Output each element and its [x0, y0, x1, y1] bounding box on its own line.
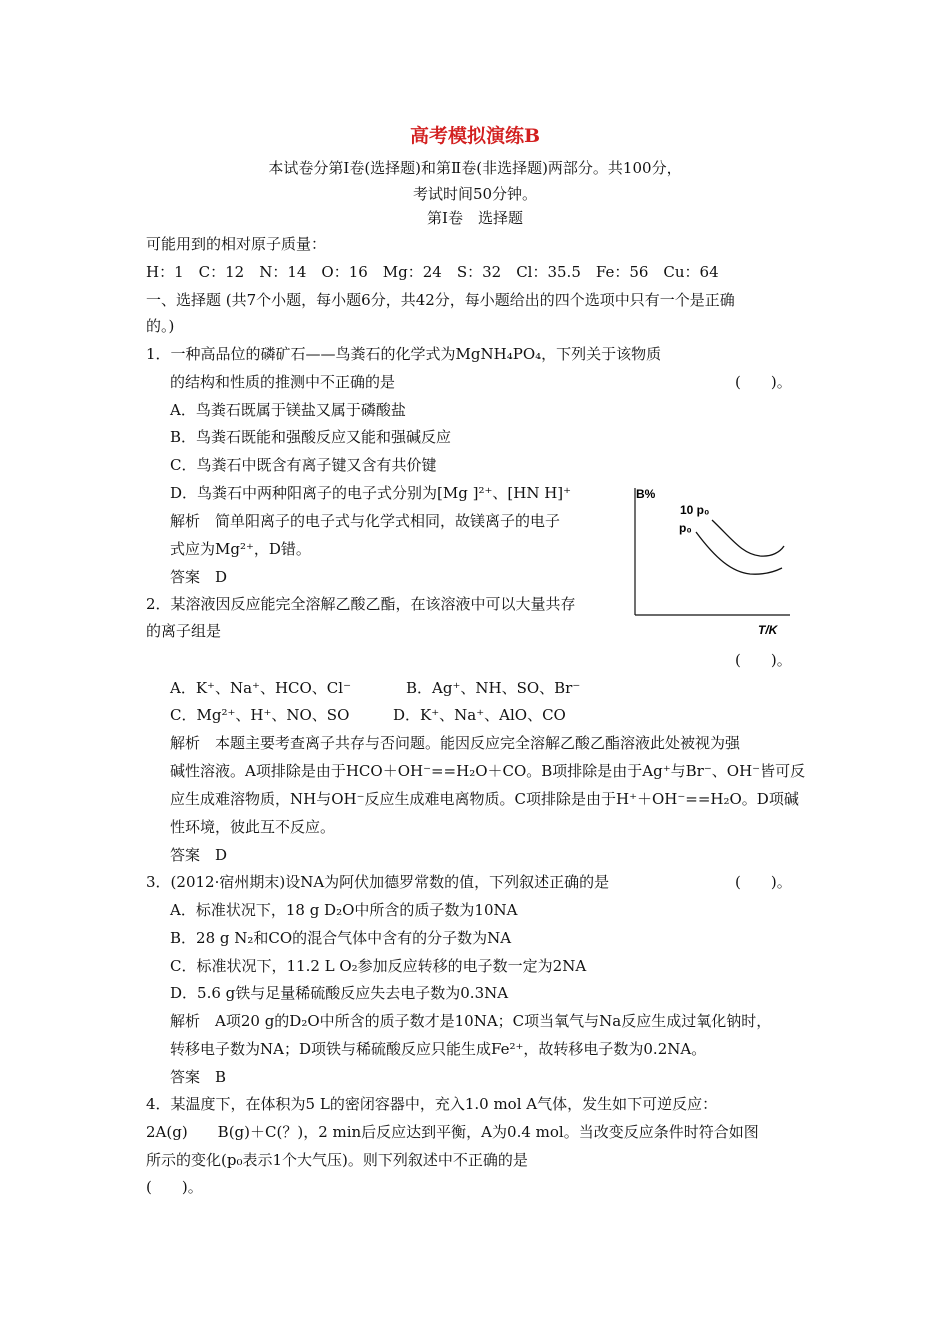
q2-analysis-cont-1: 碱性溶液。A项排除是由于HCO＋OH⁻==H₂O＋CO。B项排除是由于Ag⁺与Br⁻、OH⁻皆可反 [170, 762, 806, 780]
part1-heading: 一、选择题 (共7个小题，每小题6分，共42分，每小题给出的四个选项中只有一个是正确 [146, 291, 735, 309]
q1-option-a: A．鸟粪石既属于镁盐又属于磷酸盐 [170, 401, 406, 419]
q1-stem: 1．一种高品位的磷矿石——鸟粪石的化学式为MgNH₄PO₄，下列关于该物质 [146, 345, 662, 363]
q1-option-b: B．鸟粪石既能和强酸反应又能和强碱反应 [170, 428, 452, 446]
curve-p0 [696, 532, 782, 574]
q1-stem-cont: 的结构和性质的推测中不正确的是 [170, 373, 396, 391]
q2-option-a: A．K⁺、Na⁺、HCO、Cl⁻ [170, 679, 351, 697]
q3-analysis: 解析 A项20 g的D₂O中所含的质子数才是10NA；C项当氧气与Na反应生成过氧化钠时， [170, 1012, 772, 1030]
q2-answer-paren: ( )。 [735, 651, 792, 669]
q1-analysis: 解析 简单阳离子的电子式与化学式相同，故镁离子的电子 [170, 512, 561, 530]
q1-answer-paren: ( )。 [735, 373, 792, 391]
atomic-mass-label: 可能用到的相对原子质量： [146, 235, 327, 253]
q4-stem: 4．某温度下，在体积为5 L的密闭容器中，充入1.0 mol A气体，发生如下可逆反应： [146, 1095, 718, 1113]
q4-stem-cont-2: 所示的变化(p₀表示1个大气压)。则下列叙述中不正确的是 [146, 1151, 528, 1169]
page-title: 高考模拟演练B [409, 125, 541, 147]
q3-option-a: A．标准状况下，18 g D₂O中所含的质子数为10NA [170, 901, 518, 919]
curve-p0-label: p₀ [679, 521, 692, 535]
q2-answer: 答案 D [170, 846, 228, 864]
q2-analysis-cont-2: 应生成难溶物质，NH与OH⁻反应生成难电离物质。C项排除是由于H⁺＋OH⁻==H₂O。D项碱 [170, 790, 799, 808]
q1-option-d: D．鸟粪石中两种阳离子的电子式分别为[Mg ]²⁺、[HN H]⁺ [170, 484, 572, 502]
curve-10p0-label: 10 p₀ [680, 503, 710, 517]
b-percent-temperature-graph [632, 484, 792, 640]
q4-answer-paren: ( )。 [146, 1178, 203, 1196]
intro-line-2: 考试时间50分钟。 [412, 185, 538, 203]
x-axis-label: T/K [758, 623, 778, 637]
section-title: 第Ⅰ卷 选择题 [427, 209, 523, 227]
q2-option-b: B．Ag⁺、NH、SO、Br⁻ [406, 679, 581, 697]
atomic-masses: H：1 C：12 N：14 O：16 Mg：24 S：32 Cl：35.5 Fe：56 Cu：64 [146, 263, 719, 281]
q1-analysis-cont: 式应为Mg²⁺，D错。 [170, 540, 311, 558]
curve-10p0 [712, 520, 784, 556]
q3-option-d: D．5.6 g铁与足量稀硫酸反应失去电子数为0.3NA [170, 984, 509, 1002]
y-axis-label: B% [636, 487, 656, 501]
part1-heading-cont: 的。) [146, 317, 175, 335]
q4-stem-cont-1: 2A(g) B(g)＋C(？)，2 min后反应达到平衡，A为0.4 mol。当改变反应条件时符合如图 [146, 1123, 759, 1141]
q2-option-c: C．Mg²⁺、H⁺、NO、SO [170, 706, 350, 724]
q3-option-b: B．28 g N₂和CO的混合气体中含有的分子数为NA [170, 929, 512, 947]
q3-option-c: C．标准状况下，11.2 L O₂参加反应转移的电子数一定为2NA [170, 957, 587, 975]
q3-answer: 答案 B [170, 1068, 227, 1086]
q3-stem: 3．(2012·宿州期末)设NA为阿伏加德罗常数的值，下列叙述正确的是 [146, 873, 610, 891]
q2-stem-cont: 的离子组是 [146, 622, 222, 640]
q2-analysis-cont-3: 性环境，彼此互不反应。 [170, 818, 336, 836]
q3-analysis-cont: 转移电子数为NA；D项铁与稀硫酸反应只能生成Fe²⁺，故转移电子数为0.2NA。 [170, 1040, 707, 1058]
intro-line-1: 本试卷分第Ⅰ卷(选择题)和第Ⅱ卷(非选择题)两部分。共100分， [268, 159, 682, 177]
q2-stem: 2．某溶液因反应能完全溶解乙酸乙酯，在该溶液中可以大量共存 [146, 595, 576, 613]
q2-option-d: D．K⁺、Na⁺、AlO、CO [393, 706, 566, 724]
q1-answer: 答案 D [170, 568, 228, 586]
q3-answer-paren: ( )。 [735, 873, 792, 891]
q1-option-c: C．鸟粪石中既含有离子键又含有共价键 [170, 456, 437, 474]
q2-analysis: 解析 本题主要考查离子共存与否问题。能因反应完全溶解乙酸乙酯溶液此处被视为强 [170, 734, 741, 752]
